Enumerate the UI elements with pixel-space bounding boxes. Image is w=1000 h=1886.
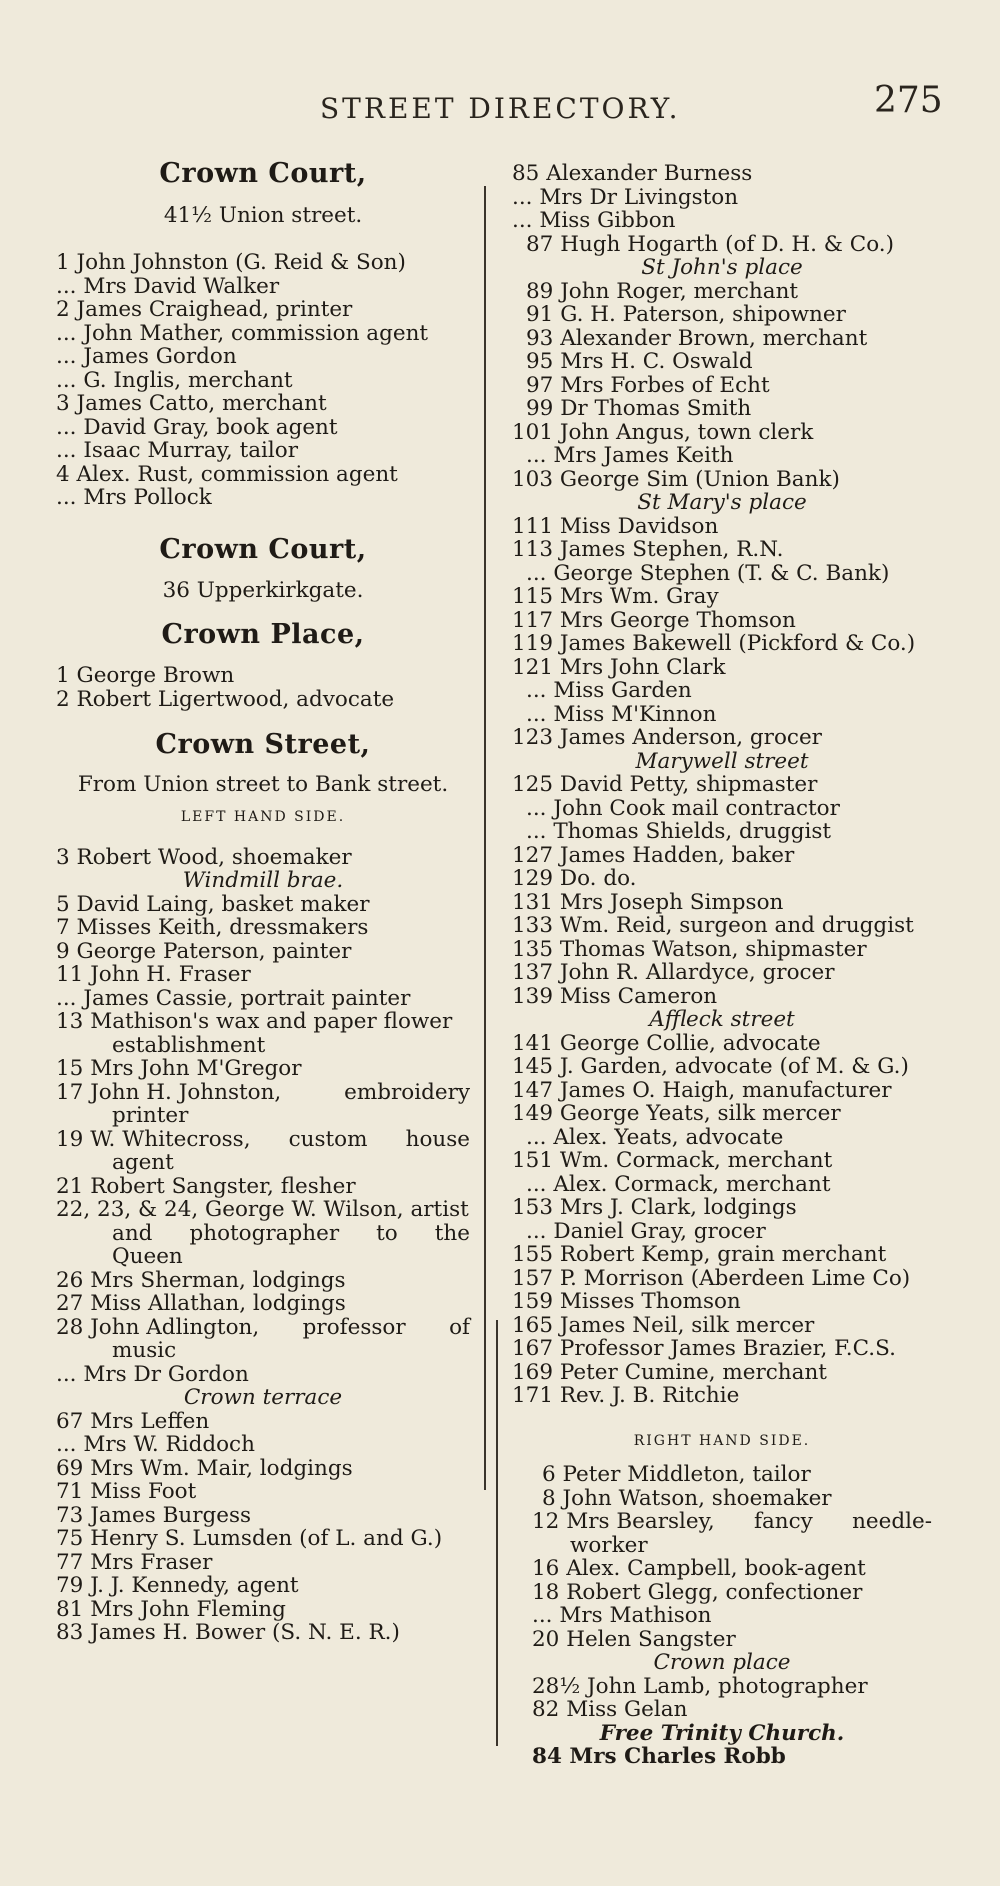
directory-entry: 103 George Sim (Union Bank) <box>512 466 840 492</box>
directory-entry: 131 Mrs Joseph Simpson <box>512 889 784 915</box>
directory-entry: 171 Rev. J. B. Ritchie <box>512 1383 740 1408</box>
directory-entry: 81 Mrs John Fleming <box>56 1596 286 1622</box>
directory-entry: 91 G. H. Paterson, shipowner <box>526 302 846 327</box>
directory-entry: 97 Mrs Forbes of Echt <box>526 372 770 398</box>
entry-continuation: agent <box>112 1150 174 1175</box>
directory-entry: 85 Alexander Burness <box>512 161 753 186</box>
directory-entry: 8 John Watson, shoemaker <box>542 1485 832 1511</box>
directory-entry: ... Mrs Mathison <box>532 1603 712 1628</box>
street-heading: Crown Court, <box>159 158 367 189</box>
directory-entry: 95 Mrs H. C. Oswald <box>526 349 753 374</box>
directory-entry: 3 James Catto, merchant <box>56 391 327 416</box>
directory-entry: 83 James H. Bower (S. N. E. R.) <box>56 1620 400 1645</box>
directory-entry: 82 Miss Gelan <box>532 1697 688 1722</box>
directory-entry: 145 J. Garden, advocate (of M. & G.) <box>512 1054 909 1079</box>
directory-entry: 87 Hugh Hogarth (of D. H. & Co.) <box>526 231 894 257</box>
directory-entry: 27 Miss Allathan, lodgings <box>56 1291 346 1316</box>
directory-entry: 123 James Anderson, grocer <box>512 725 822 750</box>
running-header: STREET DIRECTORY. <box>320 92 681 125</box>
directory-entry: ... James Gordon <box>56 344 237 369</box>
entry-part: and <box>112 1220 153 1246</box>
directory-entry: 127 James Hadden, baker <box>512 842 795 868</box>
street-location: 36 Upperkirkgate. <box>162 578 364 603</box>
directory-entry: 133 Wm. Reid, surgeon and druggist <box>512 913 914 938</box>
right-column <box>512 162 932 1769</box>
directory-entry: 22, 23, & 24, George W. Wilson, artist <box>56 1197 469 1222</box>
directory-entry: 2 James Craighead, printer <box>56 297 353 322</box>
left-column <box>56 158 470 1645</box>
directory-entry: 117 Mrs George Thomson <box>512 607 796 633</box>
directory-entry: 101 John Angus, town clerk <box>512 419 814 445</box>
directory-entry: 115 Mrs Wm. Gray <box>512 584 719 609</box>
directory-entry: 149 George Yeats, silk mercer <box>512 1101 841 1126</box>
street-heading: Crown Court, <box>159 533 367 565</box>
directory-entry: 18 Robert Glegg, confectioner <box>532 1579 863 1605</box>
entry-continuation: Queen <box>112 1244 183 1269</box>
directory-entry: 113 James Stephen, R.N. <box>512 537 784 562</box>
directory-entry: 153 Mrs J. Clark, lodgings <box>512 1195 797 1220</box>
directory-entry: ... Alex. Yeats, advocate <box>526 1124 784 1150</box>
entry-part: embroidery <box>344 1079 470 1105</box>
directory-entry: 3 Robert Wood, shoemaker <box>56 844 352 870</box>
directory-entry: 135 Thomas Watson, shipmaster <box>512 936 867 962</box>
directory-entry: 6 Peter Middleton, tailor <box>542 1462 811 1487</box>
directory-entry: 28½ John Lamb, photographer <box>532 1673 868 1699</box>
directory-entry <box>512 1510 932 1534</box>
side-heading: LEFT HAND SIDE. <box>180 809 346 825</box>
street-heading: Crown Place, <box>161 618 365 650</box>
directory-entry: 89 John Roger, merchant <box>526 278 799 304</box>
directory-entry: ... James Cassie, portrait painter <box>56 985 411 1011</box>
directory-entry: 119 James Bakewell (Pickford & Co.) <box>512 631 916 656</box>
cross-street: St John's place <box>641 255 803 280</box>
cross-street: St Mary's place <box>637 490 807 515</box>
directory-entry <box>56 1316 470 1340</box>
side-heading: RIGHT HAND SIDE. <box>633 1432 811 1449</box>
directory-entry: ... Isaac Murray, tailor <box>56 438 299 463</box>
entry-part: to <box>376 1220 398 1246</box>
directory-entry <box>56 1128 470 1152</box>
cross-street: Crown terrace <box>183 1385 343 1410</box>
directory-entry: 7 Misses Keith, dressmakers <box>56 915 369 940</box>
entry-continuation: printer <box>112 1103 189 1128</box>
directory-entry: 9 George Paterson, painter <box>56 938 352 964</box>
directory-entry: 69 Mrs Wm. Mair, lodgings <box>56 1455 353 1481</box>
entry-continuation: establishment <box>112 1032 266 1058</box>
directory-entry: ... Miss M'Kinnon <box>526 701 717 727</box>
entry-part: 28 John Adlington, <box>56 1314 260 1340</box>
directory-entry: 147 James O. Haigh, manufacturer <box>512 1077 892 1103</box>
entry-part: the <box>434 1220 470 1246</box>
entry-part: house <box>405 1126 470 1152</box>
entry-continuation: music <box>112 1338 177 1363</box>
page-number: 275 <box>874 80 943 121</box>
directory-entry: 157 P. Morrison (Aberdeen Lime Co) <box>512 1265 911 1291</box>
column-rule <box>484 186 486 1490</box>
directory-entry: 159 Misses Thomson <box>512 1289 741 1314</box>
directory-entry: 75 Henry S. Lumsden (of L. and G.) <box>56 1526 443 1551</box>
directory-entry: ... David Gray, book agent <box>56 414 338 440</box>
street-heading: Crown Street, <box>155 729 371 760</box>
directory-entry: 155 Robert Kemp, grain merchant <box>512 1242 887 1267</box>
directory-entry: 26 Mrs Sherman, lodgings <box>56 1267 346 1293</box>
directory-entry: 16 Alex. Campbell, book-agent <box>532 1556 866 1581</box>
entry-continuation: worker <box>570 1532 648 1558</box>
directory-entry: 71 Miss Foot <box>56 1479 197 1504</box>
directory-entry: 111 Miss Davidson <box>512 513 719 539</box>
directory-entry: ... Mrs W. Riddoch <box>56 1432 255 1457</box>
directory-entry: ... George Stephen (T. & C. Bank) <box>526 560 890 586</box>
directory-entry: 129 Do. do. <box>512 866 637 891</box>
directory-entry: 13 Mathison's wax and paper flower <box>56 1009 453 1034</box>
entry-part: fancy <box>754 1509 813 1534</box>
directory-entry: ... Alex. Cormack, merchant <box>526 1171 831 1197</box>
directory-entry: ... Daniel Gray, grocer <box>526 1218 766 1244</box>
entry-part: custom <box>288 1126 368 1152</box>
directory-entry: ... Mrs Pollock <box>56 485 212 510</box>
cross-street: Free Trinity Church. <box>599 1720 845 1746</box>
entry-part: professor <box>302 1314 406 1340</box>
directory-entry: 4 Alex. Rust, commission agent <box>56 461 398 487</box>
directory-entry: ... Miss Garden <box>526 678 692 703</box>
directory-entry: 79 J. J. Kennedy, agent <box>56 1573 299 1598</box>
directory-entry: 5 David Laing, basket maker <box>56 891 370 917</box>
directory-entry: 15 Mrs John M'Gregor <box>56 1056 302 1081</box>
directory-entry: 1 John Johnston (G. Reid & Son) <box>56 250 406 275</box>
directory-entry: ... John Mather, commission agent <box>56 320 429 346</box>
directory-entry <box>56 1081 470 1105</box>
directory-entry: 20 Helen Sangster <box>532 1626 736 1652</box>
directory-entry: 11 John H. Fraser <box>56 962 251 987</box>
directory-entry: 165 James Neil, silk mercer <box>512 1312 815 1338</box>
directory-entry: ... John Cook mail contractor <box>526 795 840 821</box>
street-location: From Union street to Bank street. <box>77 771 449 797</box>
directory-entry: 99 Dr Thomas Smith <box>526 396 752 421</box>
directory-entry: 137 John R. Allardyce, grocer <box>512 960 835 985</box>
directory-entry: 125 David Petty, shipmaster <box>512 772 818 797</box>
directory-entry: 169 Peter Cumine, merchant <box>512 1359 827 1385</box>
entry-part: of <box>449 1314 470 1340</box>
directory-entry: ... G. Inglis, merchant <box>56 367 293 393</box>
directory-entry: 77 Mrs Fraser <box>56 1549 213 1575</box>
entry-part: photographer <box>189 1220 340 1246</box>
street-location: 41½ Union street. <box>163 202 363 228</box>
directory-entry: 21 Robert Sangster, flesher <box>56 1173 356 1199</box>
directory-entry: ... Thomas Shields, druggist <box>526 819 832 844</box>
cross-street: Affleck street <box>649 1007 795 1032</box>
directory-entry: ... Miss Gibbon <box>512 208 676 233</box>
entry-part: needle- <box>852 1509 932 1534</box>
cross-street: Marywell street <box>635 748 809 774</box>
directory-entry: 139 Miss Cameron <box>512 983 718 1009</box>
directory-entry: ... Mrs David Walker <box>56 273 280 299</box>
directory-entry: 84 Mrs Charles Robb <box>532 1744 786 1769</box>
entry-part: 19 W. Whitecross, <box>56 1126 251 1152</box>
directory-entry: 67 Mrs Leffen <box>56 1408 210 1434</box>
entry-part: 17 John H. Johnston, <box>56 1079 282 1105</box>
column-rule-lower <box>496 1320 498 1746</box>
directory-entry: 73 James Burgess <box>56 1502 252 1528</box>
directory-entry: 2 Robert Ligertwood, advocate <box>56 686 395 712</box>
directory-entry: 141 George Collie, advocate <box>512 1030 821 1056</box>
cross-street: Windmill brae. <box>182 868 344 893</box>
directory-entry: 167 Professor James Brazier, F.C.S. <box>512 1336 896 1361</box>
directory-entry: ... Mrs Dr Gordon <box>56 1361 249 1387</box>
entry-continuation <box>56 1222 470 1246</box>
entry-part: 12 Mrs Bearsley, <box>532 1509 715 1534</box>
directory-entry: 151 Wm. Cormack, merchant <box>512 1148 833 1173</box>
directory-entry: 121 Mrs John Clark <box>512 654 726 680</box>
directory-entry: ... Mrs Dr Livingston <box>512 184 739 210</box>
directory-entry: 1 George Brown <box>56 663 235 688</box>
directory-entry: 93 Alexander Brown, merchant <box>526 325 868 351</box>
cross-street: Crown place <box>653 1650 791 1675</box>
directory-entry: ... Mrs James Keith <box>526 443 734 468</box>
